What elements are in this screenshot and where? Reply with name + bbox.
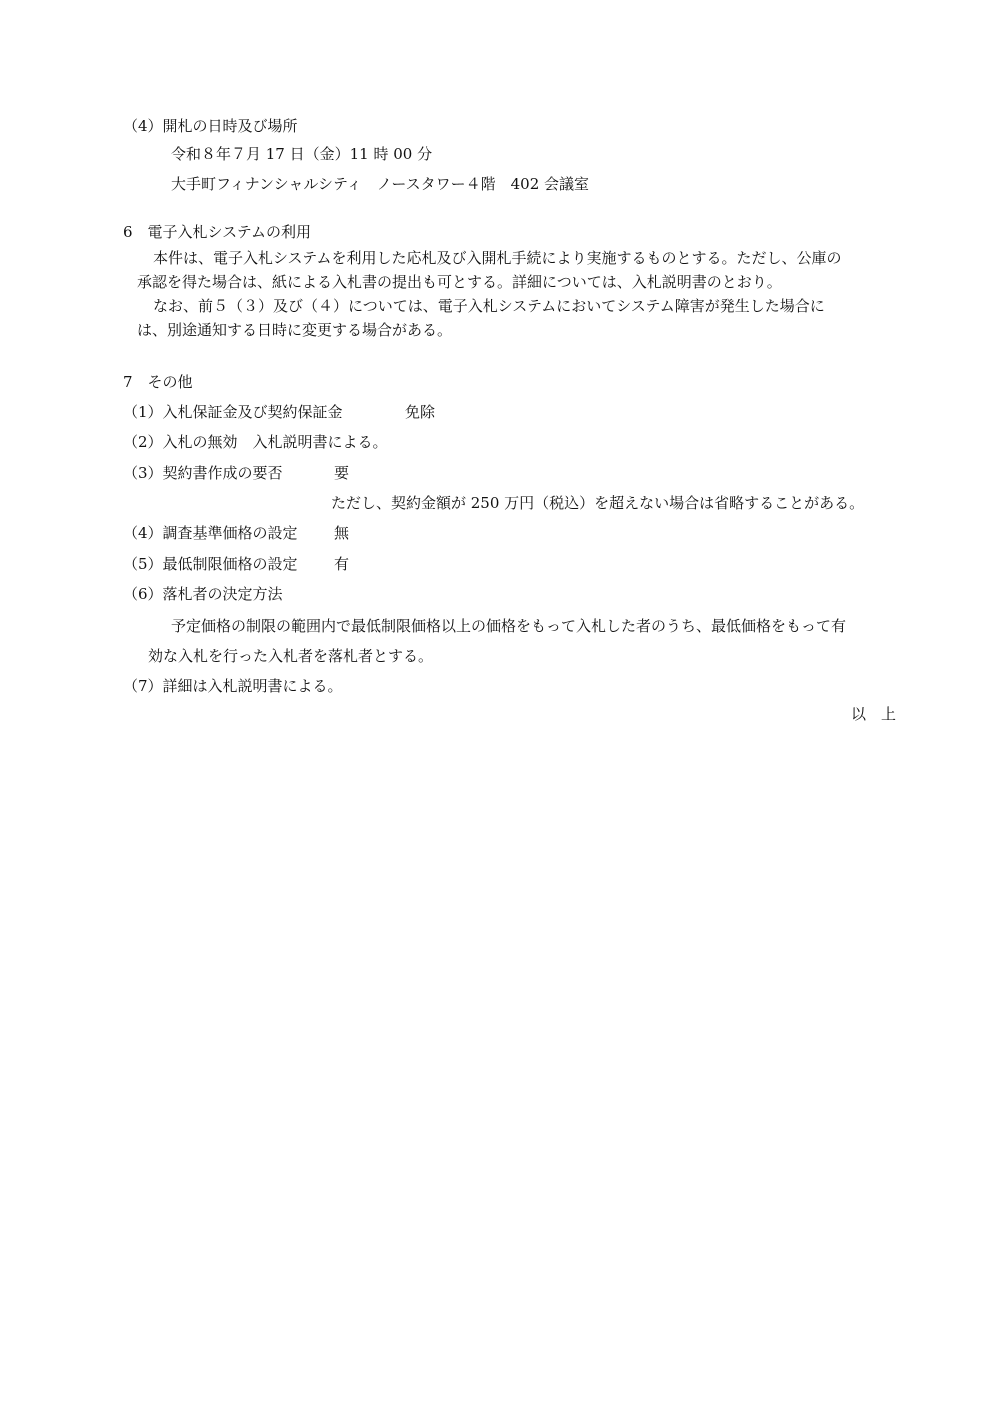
section-6-heading: 6 電子入札システムの利用: [123, 223, 312, 241]
section-6-paragraph-2-line-1: なお、前５（３）及び（４）については、電子入札システムにおいてシステム障害が発生した場合に: [153, 297, 825, 315]
item-6-heading: （6）落札者の決定方法: [123, 585, 283, 603]
item-6-line-1: 予定価格の制限の範囲内で最低制限価格以上の価格をもって入札した者のうち、最低価格をもって有: [171, 617, 847, 635]
item-5-value: 有: [334, 555, 350, 573]
item-6-line-2: 効な入札を行った入札者を落札者とする。: [148, 647, 434, 665]
item-4-label: （4）調査基準価格の設定: [123, 524, 298, 542]
section-5-4-heading: （4）開札の日時及び場所: [123, 117, 298, 135]
item-7: （7）詳細は入札説明書による。: [123, 677, 343, 695]
section-6-paragraph-2-line-2: は、別途通知する日時に変更する場合がある。: [137, 321, 453, 339]
section-6-paragraph-1-line-1: 本件は、電子入札システムを利用した応札及び入開札手続により実施するものとする。ただし、公庫の: [153, 249, 842, 267]
item-1-value: 免除: [405, 403, 436, 421]
closing-mark: 以 上: [850, 705, 896, 723]
item-5-label: （5）最低制限価格の設定: [123, 555, 298, 573]
item-2: （2）入札の無効 入札説明書による。: [123, 433, 388, 451]
section-7-heading: 7 その他: [123, 373, 193, 391]
section-6-paragraph-1-line-2: 承認を得た場合は、紙による入札書の提出も可とする。詳細については、入札説明書のとおり。: [137, 273, 782, 291]
item-3-note: ただし、契約金額が 250 万円（税込）を超えない場合は省略することがある。: [331, 494, 865, 512]
item-4-value: 無: [334, 524, 350, 542]
opening-place: 大手町フィナンシャルシティ ノースタワー４階 402 会議室: [171, 175, 590, 193]
opening-date: 令和８年７月 17 日（金）11 時 00 分: [171, 145, 433, 163]
item-3-value: 要: [334, 464, 350, 482]
item-3-label: （3）契約書作成の要否: [123, 464, 283, 482]
item-1-label: （1）入札保証金及び契約保証金: [123, 403, 343, 421]
